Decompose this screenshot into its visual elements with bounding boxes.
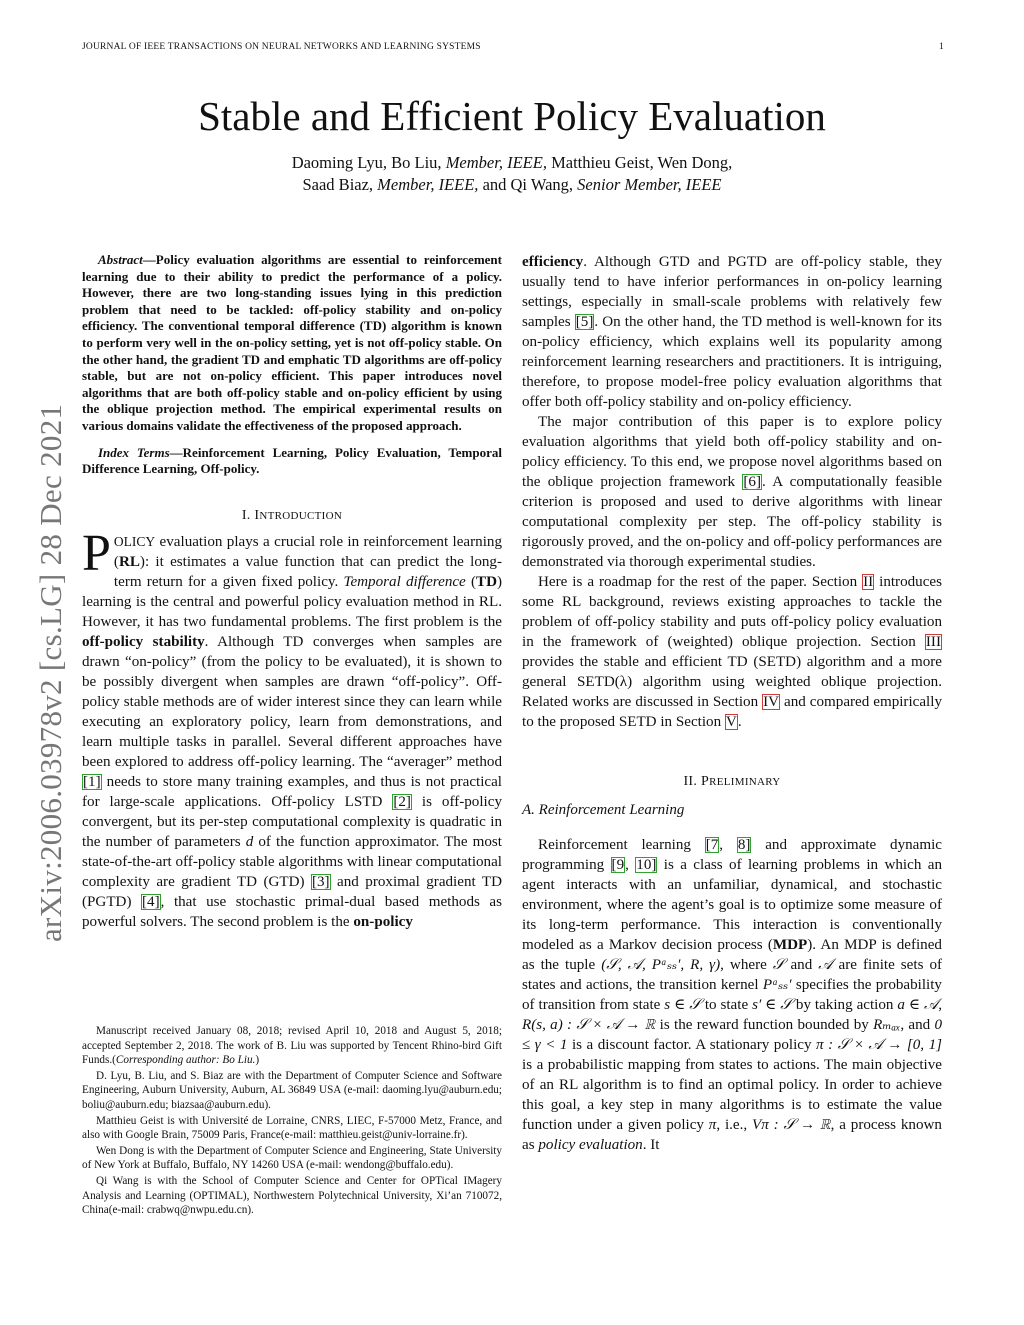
- text-run: by taking action: [791, 997, 898, 1013]
- text-run: and compared empirically to the proposed SETD in Section: [522, 694, 942, 730]
- footnotes: [82, 1024, 502, 1219]
- author-names: Daoming Lyu, Bo Liu,: [291, 153, 442, 172]
- text-run: is a discount factor. A stationary policy: [567, 1037, 817, 1053]
- footnote: [82, 1024, 502, 1068]
- footnote: Matthieu Geist is with Université de Lorraine, CNRS, LIEC, F-57000 Metz, France, and also with Google Brain, 75009 Paris, France(e-mail: matthieu.geist@univ-lorraine.fr).: [82, 1114, 502, 1142]
- intro-paragraph-1-cont: [522, 252, 942, 412]
- bold-term: RL: [118, 553, 140, 570]
- index-terms: [82, 445, 502, 478]
- text-run: specifies the probability of transition from state: [522, 977, 942, 1013]
- left-column: [82, 252, 502, 932]
- text-run: is off-policy convergent, but its per-step computational complexity is quadratic in the number of parameters: [82, 793, 502, 850]
- arxiv-stamp: arXiv:2006.03978v2 [cs.LG] 28 Dec 2021: [33, 403, 68, 942]
- text-run: of the function approximator. The most state-of-the-art off-policy stable algorithms with linear computational complexity are gradient TD (GTD): [82, 833, 502, 890]
- bold-term: TD: [476, 573, 497, 590]
- text-run: ) learning is the central and powerful policy evaluation method in RL. However, it has two fundamental problems. The first problem is the: [82, 573, 502, 630]
- right-column: [522, 252, 942, 1155]
- text-run: , where: [720, 957, 773, 973]
- text-run: provides the stable and efficient TD (SETD) algorithm and a more general SETD(λ) algorithm using weighted oblique projection. Related works are discussed in Section: [522, 654, 942, 710]
- math-expression: 0 ≤ γ < 1: [522, 1017, 942, 1053]
- text-run: . Although GTD and PGTD are off-policy stable, they usually tend to have inferior performances in on-policy learning settings, especially in small-scale problems with relatively few samples: [522, 254, 942, 330]
- text-run: Reinforcement learning: [538, 837, 705, 853]
- math-expression: Pᵃₛₛ′: [762, 977, 792, 993]
- text-run: ): it estimates a value function that can predict the long-term return for a given fixed policy.: [113, 553, 502, 590]
- text-run: and approximate dynamic programming: [522, 837, 943, 873]
- text-run: , that use stochastic primal-dual based methods as powerful solvers. The second problem is the: [82, 893, 502, 930]
- text-run: , and: [900, 1017, 935, 1033]
- section-initial: I: [254, 507, 260, 523]
- journal-name: JOURNAL OF IEEE TRANSACTIONS ON NEURAL NETWORKS AND LEARNING SYSTEMS: [82, 42, 481, 52]
- text-run: (: [465, 573, 476, 590]
- text-run: is the reward function bounded by: [655, 1017, 874, 1033]
- math-expression: Rₘₐₓ: [873, 1017, 901, 1033]
- text-run: ,: [719, 837, 737, 853]
- text-run: .: [737, 714, 742, 730]
- section-title-rest: RELIMINARY: [709, 776, 781, 788]
- section-number: II.: [683, 774, 698, 789]
- footnote: D. Lyu, B. Liu, and S. Biaz are with the Department of Computer Science and Software Engineering, Auburn University, Auburn, AL 36849 USA (e-mail: daoming.lyu@auburn.edu; boliu@auburn.edu; biazsaa@auburn.edu).: [82, 1069, 502, 1111]
- citation-link[interactable]: [5]: [575, 314, 594, 330]
- abstract-label: Abstract: [98, 252, 143, 267]
- text-run: and proximal gradient TD (PGTD): [82, 873, 502, 910]
- author-role: Member, IEEE,: [445, 153, 547, 172]
- text-run: is a class of learning problems in which an agent interacts with an unfamiliar, dynamical, and stochastic environment, where the agent’s goal is to optimize some measure of its long-term performance. This interaction is conventionally modeled as a Markov decision process (: [522, 857, 942, 953]
- math-expression: a ∈ 𝒜: [897, 997, 939, 1013]
- math-expression: (𝒮, 𝒜, Pᵃₛₛ′, R, γ): [601, 957, 721, 973]
- section-title-rest: NTRODUCTION: [259, 509, 343, 522]
- bold-term: off-policy stability: [82, 633, 205, 650]
- section-link[interactable]: II: [863, 574, 874, 590]
- text-run: needs to store many training examples, and thus is not practical for large-scale applications. Off-policy LSTD: [82, 773, 502, 810]
- bold-term: on-policy: [353, 913, 413, 930]
- text-run: to state: [700, 997, 753, 1013]
- text-run: ). An MDP is defined as the tuple: [522, 937, 942, 973]
- index-terms-text: —Reinforcement Learning, Policy Evaluation, Temporal Difference Learning, Off-policy.: [82, 444, 503, 477]
- text-run: . A computationally feasible criterion is proposed and used to derive algorithms with linear computational complexity per step. The off-policy stability is rigorously proved, and the on-policy and off-policy performances are demonstrated via thorough experimental studies.: [522, 474, 942, 570]
- italic-term: policy evaluation: [538, 1137, 643, 1153]
- citation-link[interactable]: [7: [705, 837, 719, 853]
- text-run: Manuscript received January 08, 2018; revised April 10, 2018 and August 5, 2018; accepted September 2, 2018. The work of B. Liu was supported by Tencent Rhino-bird Gift Funds.(: [82, 1025, 502, 1067]
- abstract-text: —Policy evaluation algorithms are essential to reinforcement learning due to their ability to predict the performance of a policy. However, there are two long-standing issues lying in this prediction problem that need to be tackled: off-policy stability and on-policy efficiency. The conventional temporal difference (TD) algorithm is known to perform very well in the on-policy setting, yet is not off-policy stable. On the other hand, the gradient TD and emphatic TD algorithms are off-policy stable, but are not on-policy efficient. This paper introduces novel algorithms that are both off-policy stable and on-policy efficient by using the oblique projection method. The empirical experimental results on various domains validate the effectiveness of the proposed approach.: [82, 252, 502, 433]
- text-run: The major contribution of this paper is to explore policy evaluation algorithms that yield both off-policy stability and on-policy efficiency. To this end, we propose novel algorithms based on the oblique projection framework: [522, 414, 942, 490]
- author-role: Member, IEEE,: [377, 175, 479, 194]
- author-list: [200, 152, 824, 196]
- math-expression: 𝒮: [772, 957, 785, 973]
- text-run: is a probabilistic mapping from states to actions. The main objective of an RL algorithm is to find an optimal policy. In order to achieve this goal, a key step in many algorithms is to estimate the value function under a given policy: [522, 1057, 942, 1133]
- author-names: Saad Biaz,: [302, 175, 374, 194]
- section-initial: P: [701, 774, 710, 789]
- footnote: Wen Dong is with the Department of Computer Science and Engineering, State University of New York at Buffalo, Buffalo, NY 14260 USA (e-mail: wendong@buffalo.edu).: [82, 1144, 502, 1172]
- running-header: [82, 42, 944, 56]
- math-symbol: d: [245, 833, 254, 850]
- section-heading-preliminary: [522, 774, 942, 790]
- math-expression: s′ ∈ 𝒮: [752, 997, 792, 1013]
- section-number: I.: [241, 507, 251, 523]
- math-expression: π : 𝒮 × 𝒜 → [0, 1]: [816, 1037, 943, 1053]
- text-run: . On the other hand, the TD method is well-known for its on-policy efficiency, which explains well its popularity among reinforcement learning researchers and practitioners. It is intriguing, therefore, to propose model-free policy evaluation algorithms that offer both off-policy stability and on-policy efficiency.: [522, 314, 942, 410]
- abstract: [82, 252, 502, 435]
- index-terms-label: Index Terms: [98, 444, 170, 460]
- intro-paragraph-2: [522, 412, 942, 572]
- drop-cap: P: [82, 524, 111, 582]
- citation-link[interactable]: [9: [611, 857, 625, 873]
- math-expression: s ∈ 𝒮: [664, 997, 701, 1013]
- section-link[interactable]: V: [725, 714, 737, 730]
- text-run: , i.e.,: [716, 1117, 753, 1133]
- citation-link[interactable]: [3]: [311, 873, 330, 890]
- text-run: and: [784, 957, 819, 973]
- page-number: 1: [939, 42, 944, 52]
- text-run: are finite sets of states and actions, the transition kernel: [522, 957, 943, 993]
- paper-title: Stable and Efficient Policy Evaluation: [198, 93, 826, 139]
- citation-link[interactable]: [1]: [83, 773, 101, 790]
- text-run: . It: [642, 1137, 660, 1153]
- italic-term: Corresponding author: Bo Liu.: [115, 1054, 256, 1067]
- text-run: , a process known as: [522, 1117, 942, 1153]
- math-expression: π: [708, 1117, 717, 1133]
- section-link[interactable]: IV: [763, 694, 780, 710]
- text-run: ,: [625, 857, 636, 873]
- text-run: ,: [938, 997, 943, 1013]
- citation-link[interactable]: 8]: [737, 837, 751, 853]
- bold-term: MDP: [772, 937, 808, 953]
- section-link[interactable]: III: [925, 634, 941, 650]
- intro-paragraph-1: [82, 524, 502, 932]
- lead-word: OLICY: [113, 533, 156, 549]
- math-expression: R(s, a) : 𝒮 × 𝒜 → ℝ: [522, 1017, 656, 1033]
- citation-link[interactable]: [4]: [142, 893, 160, 910]
- italic-term: Temporal difference: [343, 573, 466, 590]
- citation-link[interactable]: 10]: [636, 857, 657, 873]
- intro-paragraph-3: [522, 572, 942, 732]
- citation-link[interactable]: [6]: [743, 474, 762, 490]
- text-run: . Although TD converges when samples are drawn “on-policy” (from the policy to be evaluated), it is shown to be possibly divergent when samples are drawn “off-policy”. Off-policy stable methods are of wider interest since they can learn while executing an exploratory policy, learn from demonstrations, and learn multiple tasks in parallel. Several different approaches have been explored to address off-policy learning. The “averager” method: [82, 633, 502, 770]
- text-run: evaluation plays a crucial role in reinforcement learning (: [113, 533, 502, 570]
- subsection-heading: A. Reinforcement Learning: [522, 802, 685, 818]
- text-run: ): [255, 1054, 260, 1067]
- author-names: Matthieu Geist, Wen Dong,: [551, 153, 733, 172]
- text-run: introduces some RL background, reviews existing approaches to tackle the problem of off-policy stability and puts off-policy policy evaluation in the framework of (weighted) oblique projection. Section: [522, 574, 942, 650]
- author-role: Senior Member, IEEE: [577, 175, 722, 194]
- math-expression: Vπ : 𝒮 → ℝ: [752, 1117, 831, 1133]
- footnote: Qi Wang is with the School of Computer Science and Center for OPTical IMagery Analysis and Learning (OPTIMAL), Northwestern Polytechnical University, Xi’an 710072, China(e-mail: crabwq@nwpu.edu.cn).: [82, 1174, 502, 1217]
- rl-paragraph: [522, 835, 942, 1155]
- citation-link[interactable]: [2]: [393, 793, 411, 810]
- text-run: Here is a roadmap for the rest of the paper. Section: [538, 574, 863, 590]
- author-names: and Qi Wang,: [482, 175, 574, 194]
- bold-term: efficiency: [522, 254, 584, 270]
- section-heading-introduction: [82, 508, 502, 524]
- math-expression: 𝒜: [818, 957, 833, 973]
